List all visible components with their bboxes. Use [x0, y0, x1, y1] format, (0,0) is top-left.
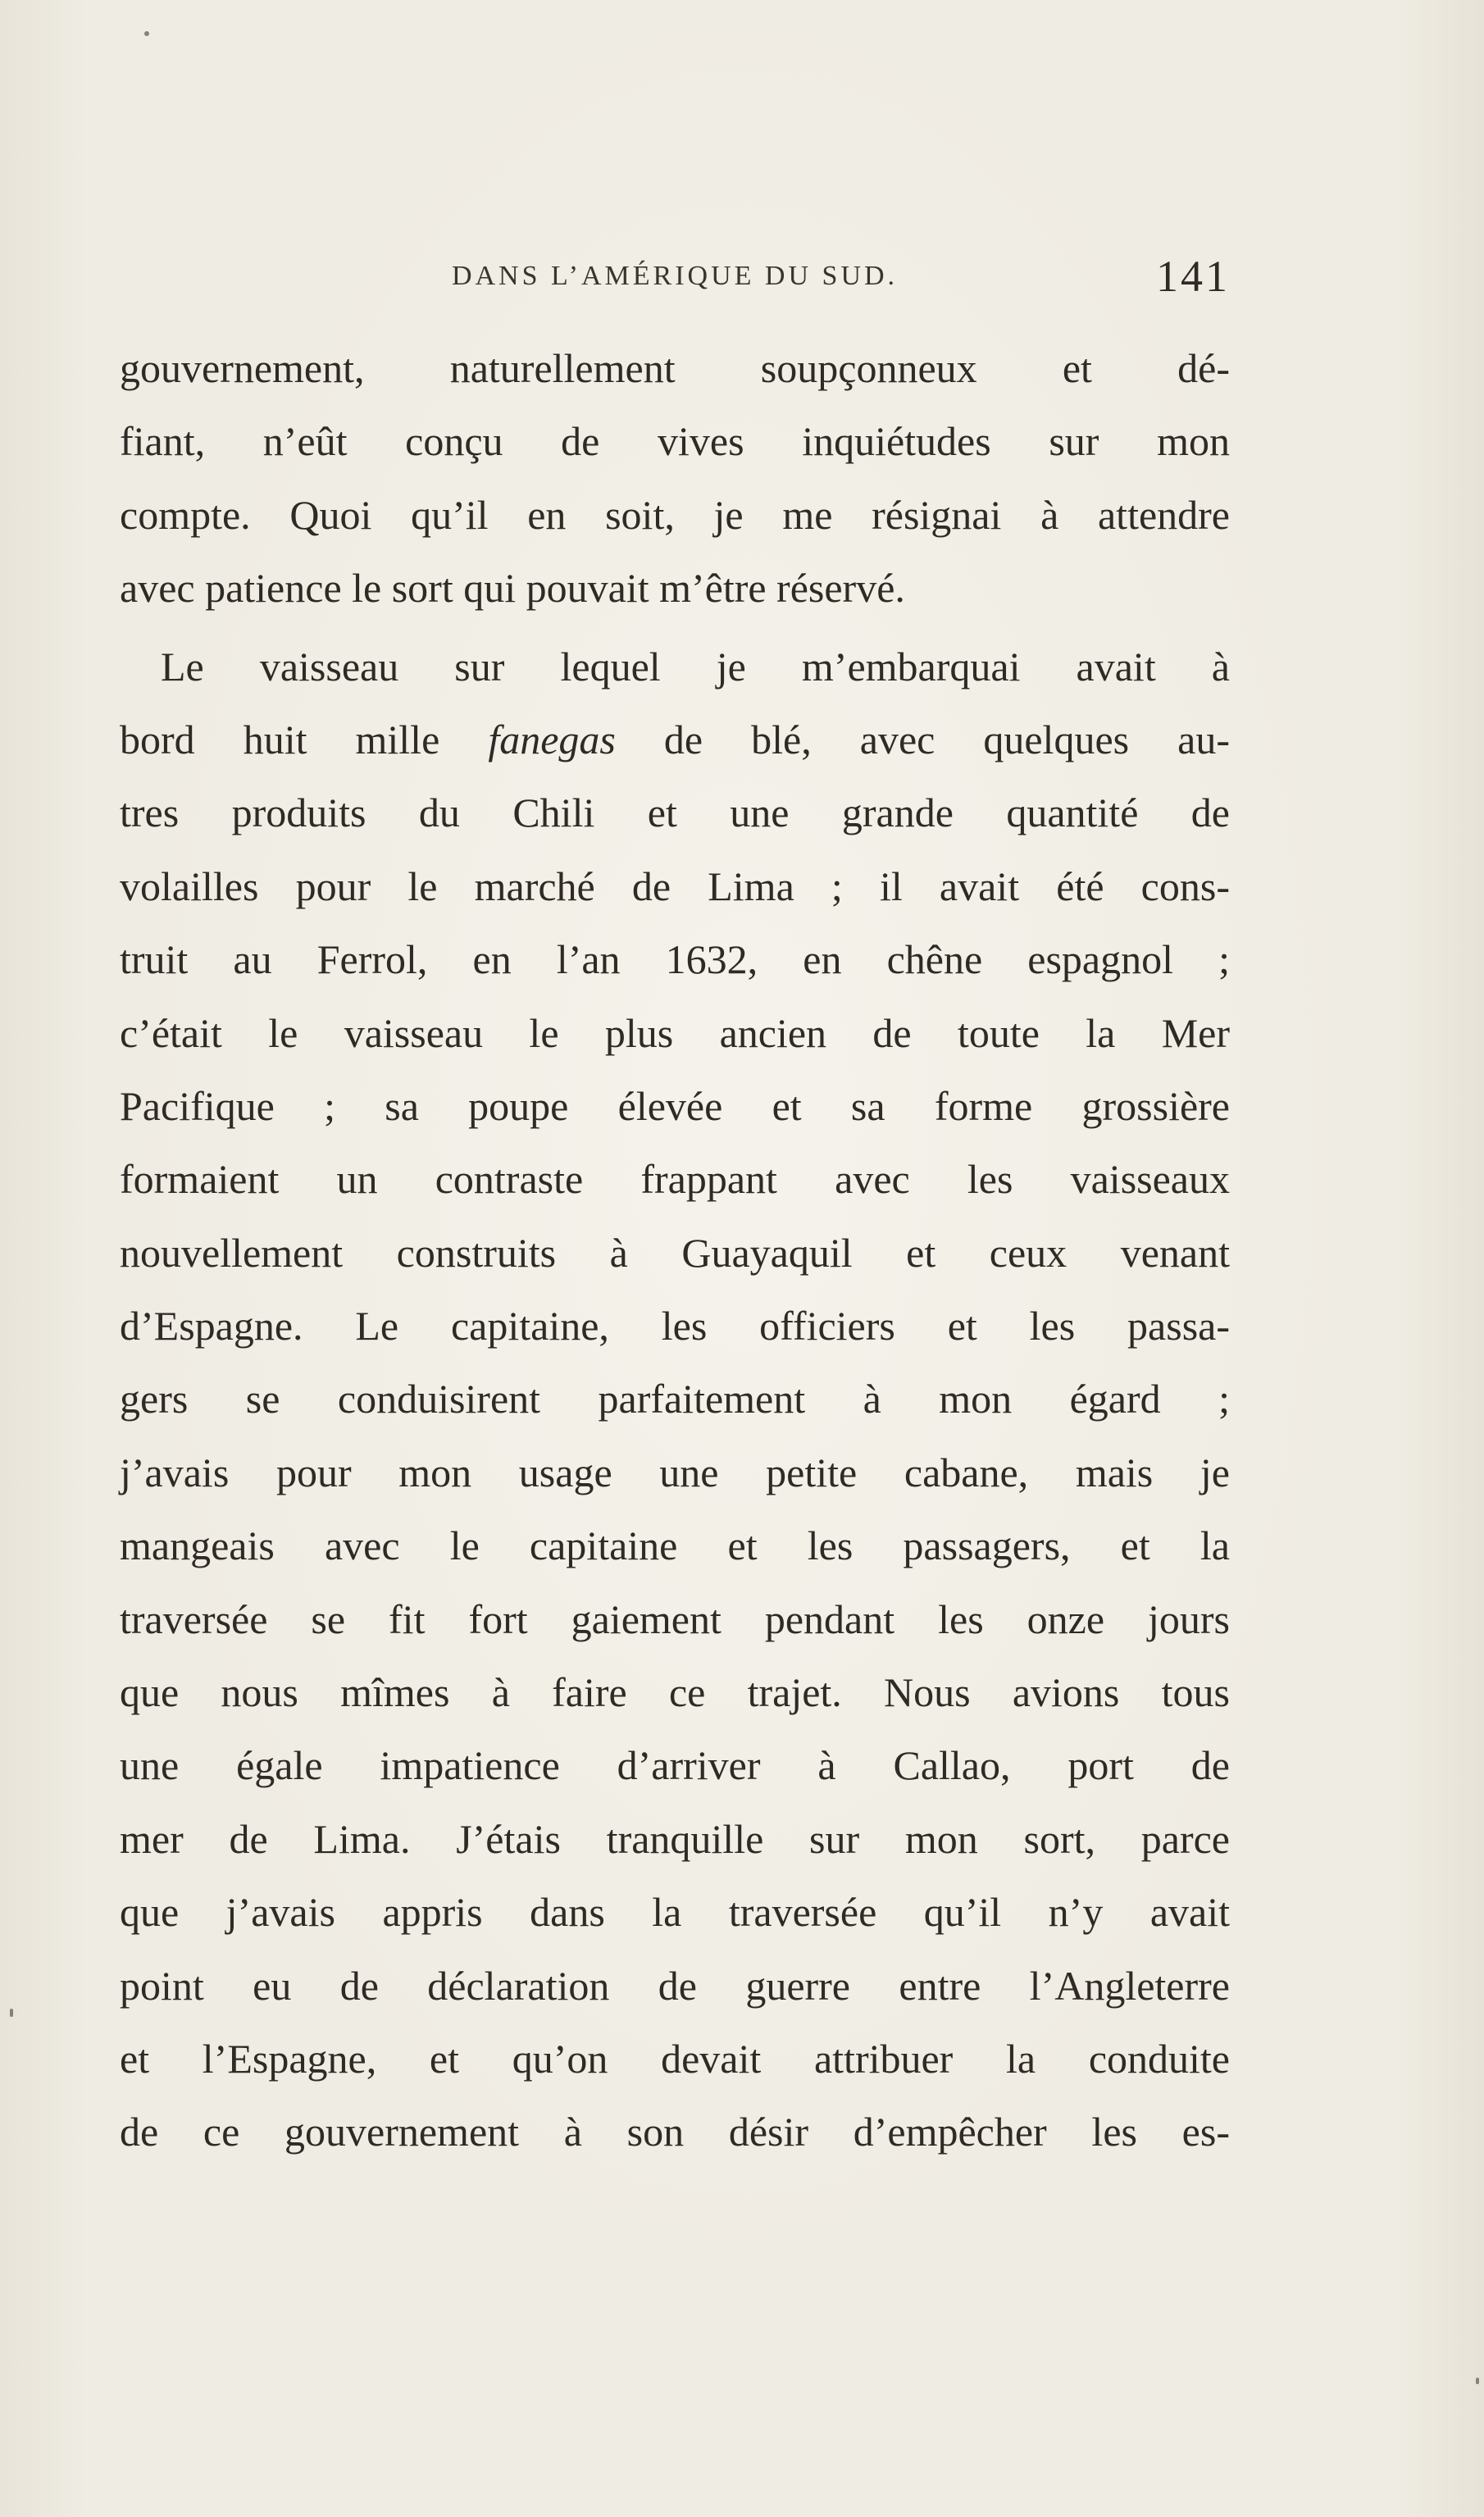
text-line: point eu de déclaration de guerre entre l’Angleterre [120, 1962, 1230, 2009]
text-line: traversée se fit fort gaiement pendant les onze jours [120, 1595, 1230, 1642]
text-line: c’était le vaisseau le plus ancien de toute la Mer [120, 1009, 1230, 1056]
text-line: gers se conduisirent parfaitement à mon égard ; [120, 1376, 1230, 1422]
paper-speck [10, 2009, 13, 2017]
text-line: que j’avais appris dans la traversée qu’il n’y avait [120, 1889, 1230, 1936]
text-line: gouvernement, naturellement soupçonneux et dé- [120, 345, 1230, 391]
text-line: de ce gouvernement à son désir d’empêcher les es- [120, 2109, 1230, 2155]
text-line: truit au Ferrol, en l’an 1632, en chêne espagnol ; [120, 936, 1230, 983]
italic-term: fanegas [488, 716, 616, 762]
text-line: que nous mîmes à faire ce trajet. Nous avions tous [120, 1669, 1230, 1716]
text-line: une égale impatience d’arriver à Callao, port de [120, 1742, 1230, 1789]
text-line: mer de Lima. J’étais tranquille sur mon sort, parce [120, 1815, 1230, 1862]
text-line: Le vaisseau sur lequel je m’embarquai avait à [161, 643, 1230, 690]
text-line: bord huit mille fanegas de blé, avec quelques au- [120, 716, 1230, 762]
running-head [120, 248, 1230, 305]
text-line: compte. Quoi qu’il en soit, je me résignai à attendre [120, 491, 1230, 538]
text-line: nouvellement construits à Guayaquil et ceux venant [120, 1229, 1230, 1276]
text-line: d’Espagne. Le capitaine, les officiers et les passa- [120, 1303, 1230, 1350]
page-number: 141 [1156, 252, 1230, 301]
text-line: tres produits du Chili et une grande quantité de [120, 790, 1230, 836]
paper-speck [1476, 2378, 1479, 2384]
text-line: Pacifique ; sa poupe élevée et sa forme grossière [120, 1082, 1230, 1129]
text-line: fiant, n’eût conçu de vives inquiétudes sur mon [120, 418, 1230, 465]
running-title: DANS L’AMÉRIQUE DU SUD. [451, 261, 899, 291]
text-line: j’avais pour mon usage une petite cabane, mais je [120, 1449, 1230, 1495]
text-line: avec patience le sort qui pouvait m’être réservé. [120, 565, 905, 612]
body-text [120, 332, 1230, 2169]
paper-speck [144, 31, 149, 36]
text-line: mangeais avec le capitaine et les passagers, et la [120, 1522, 1230, 1569]
text-line: formaient un contraste frappant avec les vaisseaux [120, 1156, 1230, 1203]
text-line: volailles pour le marché de Lima ; il avait été cons- [120, 863, 1230, 909]
text-line: et l’Espagne, et qu’on devait attribuer la conduite [120, 2035, 1230, 2082]
